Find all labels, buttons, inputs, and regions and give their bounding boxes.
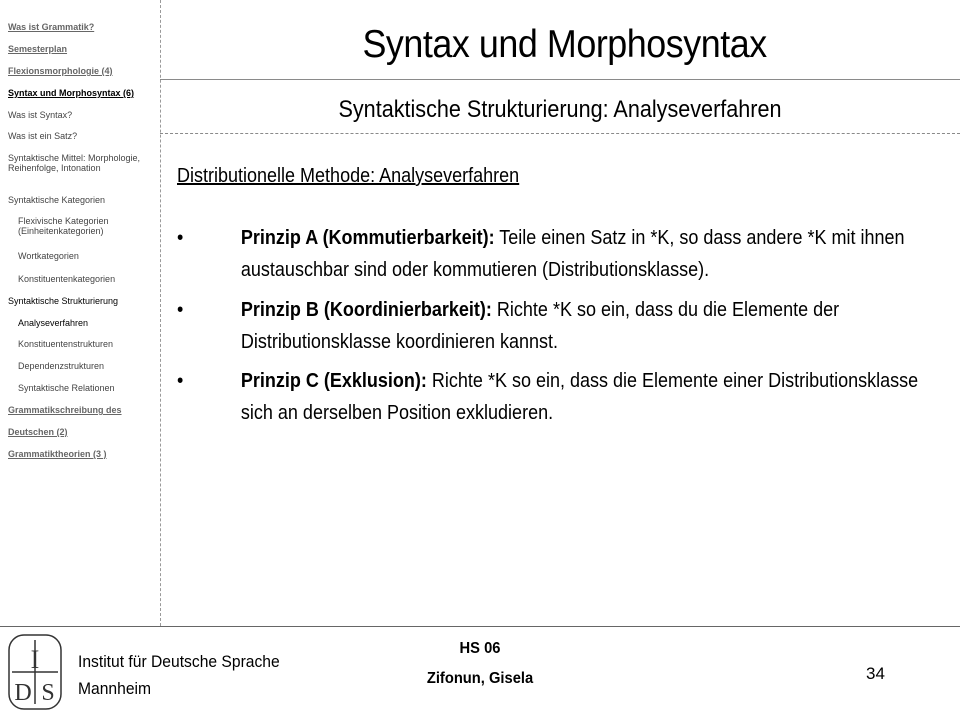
- sidebar-item-syntaktische-relationen[interactable]: Syntaktische Relationen: [18, 383, 115, 393]
- sidebar-item-konstituentenstrukturen[interactable]: Konstituentenstrukturen: [18, 339, 114, 349]
- sidebar-navigation: [0, 0, 161, 626]
- course-info: [379, 634, 581, 694]
- sidebar-link-was-ist-grammatik[interactable]: Was ist Grammatik?: [8, 22, 95, 32]
- sidebar-link-deutschen[interactable]: Deutschen (2): [8, 427, 68, 437]
- sidebar-link-semesterplan[interactable]: Semesterplan: [8, 44, 68, 54]
- institute-line1: Institut für Deutsche Sprache: [78, 652, 280, 671]
- sidebar-item-wortkategorien[interactable]: Wortkategorien: [18, 251, 79, 261]
- bullet-body: Teile einen Satz in *K, so dass andere *K mit ihnen austauschbar sind oder kommutieren (Distributionsklasse).: [240, 227, 905, 281]
- title-divider: [160, 79, 960, 80]
- sidebar-item-analyseverfahren[interactable]: Analyseverfahren: [18, 318, 89, 328]
- bullet-text: [241, 222, 951, 286]
- bullet-label: Prinzip C (Exklusion):: [240, 370, 427, 392]
- sidebar-link-flexionsmorphologie[interactable]: Flexionsmorphologie (4): [8, 66, 113, 76]
- svg-text:I: I: [30, 645, 40, 674]
- ids-logo-icon: [8, 634, 62, 710]
- sidebar-link-grammatikschreibung[interactable]: Grammatikschreibung des: [8, 405, 122, 415]
- footer-divider: [0, 626, 960, 627]
- bullet-dot-icon: •: [177, 299, 184, 321]
- svg-text:D: D: [14, 680, 32, 706]
- sidebar-item-syntaktische-kategorien[interactable]: Syntaktische Kategorien: [8, 195, 106, 205]
- section-heading: Distributionelle Methode: Analyseverfahren: [177, 165, 520, 187]
- sidebar-item-was-ist-ein-satz[interactable]: Was ist ein Satz?: [8, 131, 78, 141]
- sidebar-item-konstituentenkategorien[interactable]: Konstituentenkategorien: [18, 274, 116, 284]
- sidebar-link-grammatiktheorien[interactable]: Grammatiktheorien (3 ): [8, 449, 107, 459]
- bullet-dot-icon: •: [177, 370, 184, 392]
- page-number: 34: [866, 664, 885, 683]
- course-code: HS 06: [459, 640, 501, 657]
- bullet-dot-icon: •: [177, 227, 184, 249]
- slide-subtitle: Syntaktische Strukturierung: Analyseverfahren: [338, 96, 782, 123]
- bullet-body: Richte *K so ein, dass die Elemente einer Distributionsklasse sich an derselben Position exkludieren.: [240, 370, 919, 424]
- bullet-label: Prinzip A (Kommutierbarkeit):: [240, 227, 495, 249]
- institute-name: [78, 648, 280, 702]
- bullet-label: Prinzip B (Koordinierbarkeit):: [240, 299, 492, 321]
- bullet-body: Richte *K so ein, dass du die Elemente der Distributionsklasse koordinieren kannst.: [240, 299, 840, 353]
- bullet-text: [241, 365, 951, 429]
- bullet-text: [241, 294, 951, 358]
- svg-text:S: S: [41, 680, 55, 706]
- sidebar-item-was-ist-syntax[interactable]: Was ist Syntax?: [8, 110, 73, 120]
- sidebar-item-flexivische-kategorien[interactable]: Flexivische Kategorien (Einheitenkategorien): [18, 216, 109, 236]
- sidebar-item-syntaktische-mittel[interactable]: Syntaktische Mittel: Morphologie, Reihenfolge, Intonation: [8, 153, 141, 173]
- author-name: Zifonun, Gisela: [426, 670, 534, 687]
- sidebar-link-syntax-und-morphosyntax[interactable]: Syntax und Morphosyntax (6): [8, 88, 135, 98]
- slide-title: Syntax und Morphosyntax: [362, 23, 767, 66]
- sidebar-item-dependenzstrukturen[interactable]: Dependenzstrukturen: [18, 361, 105, 371]
- institute-line2: Mannheim: [78, 679, 152, 698]
- sidebar-item-syntaktische-strukturierung[interactable]: Syntaktische Strukturierung: [8, 296, 119, 306]
- subtitle-divider: [160, 133, 960, 134]
